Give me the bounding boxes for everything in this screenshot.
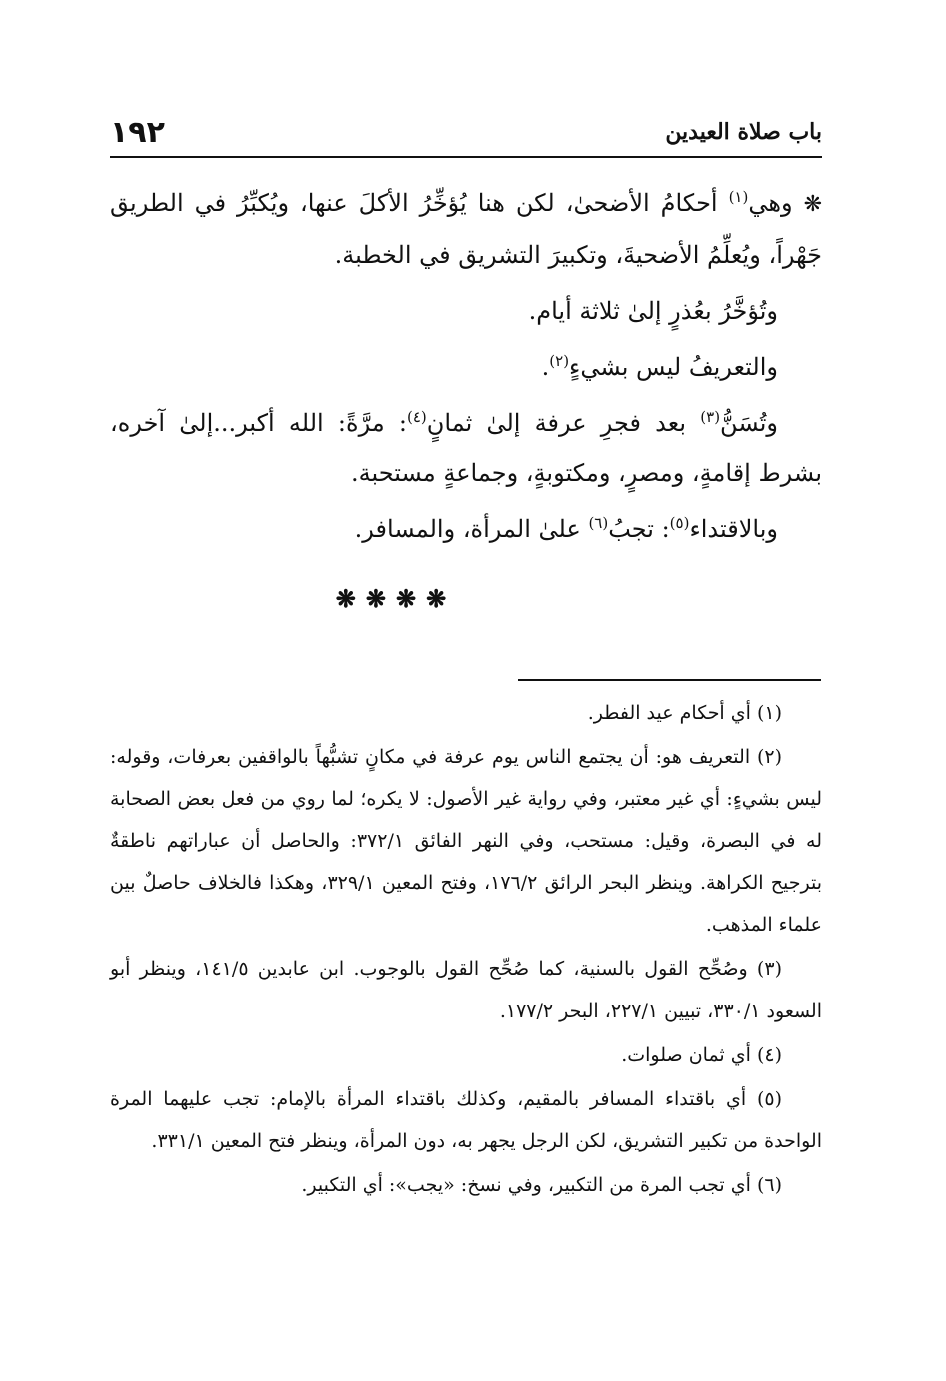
footnote-2: (٢) التعريف هو: أن يجتمع الناس يوم عرفة في مكانٍ تشبُّهاً بالواقفين بعرفات، وقوله: ليس بشيءٍ: أي غير معتبر، وفي رواية غير الأصول: لا يكره؛ لما روي من فعل بعض الصحابة له في البصرة، وقيل: مستحب، وفي النهر الفائق ٣٧٢/١: والحاصل أن عباراتهم ناطقةٌ بترجيح الكراهة. وينظر البحر الرائق ١٧٦/٢، وفتح المعين ٣٢٩/١، وهكذا فالخلاف حاصلٌ بين علماء المذهب. <box>110 746 823 936</box>
paragraph-text: والتعريفُ ليس بشيءٍ <box>569 353 778 381</box>
footnote-5: (٥) أي باقتداء المسافر بالمقيم، وكذلك باقتداء المرأة بالإمام: تجب عليهما المرة الواحدة من تكبير التشريق، لكن الرجل يجهر به، دون المرأة، وينظر فتح المعين ٣٣١/١. <box>110 1088 822 1152</box>
paragraph-text: وهي <box>748 189 793 217</box>
paragraph-5 <box>110 504 822 554</box>
paragraph-text: . <box>541 353 550 381</box>
asterism-icon: ❋ <box>803 192 823 217</box>
footnote-ref: (٣) <box>700 408 721 426</box>
section-divider-stars: ❋❋❋❋ <box>335 584 457 613</box>
paragraph-3 <box>110 342 822 392</box>
paragraph-1 <box>110 178 822 280</box>
paragraph-2 <box>110 286 822 336</box>
page-number: ١٩٢ <box>110 114 165 150</box>
footnote-ref: (٢) <box>549 352 570 370</box>
footnotes <box>110 692 822 1208</box>
paragraph-text: أحكامُ الأضحىٰ، لكن هنا يُؤخِّرُ الأكلَ عنها، ويُكبِّرُ في الطريق جَهْراً، ويُعلِّمُ الأضحيةَ، وتكبيرَ التشريق في الخطبة. <box>110 189 822 269</box>
footnote-ref: (٥) <box>669 514 690 532</box>
paragraph-4 <box>110 398 822 498</box>
paragraph-text: وتُسَنُّ <box>720 409 778 437</box>
paragraph-text: : تجبُ <box>608 515 670 543</box>
header-rule <box>110 156 822 158</box>
paragraph-text: علىٰ المرأة، والمسافر. <box>354 515 581 543</box>
footnote-ref: (٤) <box>406 408 427 426</box>
footnote-3: (٣) وصُحِّح القول بالسنية، كما صُحِّح القول بالوجوب. ابن عابدين ١٤١/٥، وينظر أبو السعود ٣٣٠/١، تبيين ٢٢٧/١، البحر ١٧٧/٢. <box>110 958 822 1022</box>
page-header <box>110 110 822 154</box>
footnote-4: (٤) أي ثمان صلوات. <box>621 1044 782 1066</box>
footnote-1: (١) أي أحكام عيد الفطر. <box>587 702 782 724</box>
main-text <box>110 178 822 560</box>
paragraph-text: وتُؤخَّرُ بعُذرٍ إلىٰ ثلاثة أيام. <box>528 297 778 325</box>
footnote-ref: (٦) <box>588 514 609 532</box>
footnote-ref: (١) <box>728 188 749 206</box>
footnote-6: (٦) أي تجب المرة من التكبير، وفي نسخ: «يجب»: أي التكبير. <box>301 1174 782 1196</box>
running-title: باب صلاة العيدين <box>665 119 822 145</box>
paragraph-text: : مرَّةً: الله أكبر...إلىٰ آخره، بشرط إقامةٍ، ومصرٍ، ومكتوبةٍ، وجماعةٍ مستحبة. <box>110 409 822 487</box>
paragraph-text: وبالاقتداء <box>689 515 778 543</box>
paragraph-text: بعد فجرِ عرفة إلىٰ ثمانٍ <box>426 409 687 437</box>
footnote-separator <box>518 679 821 681</box>
